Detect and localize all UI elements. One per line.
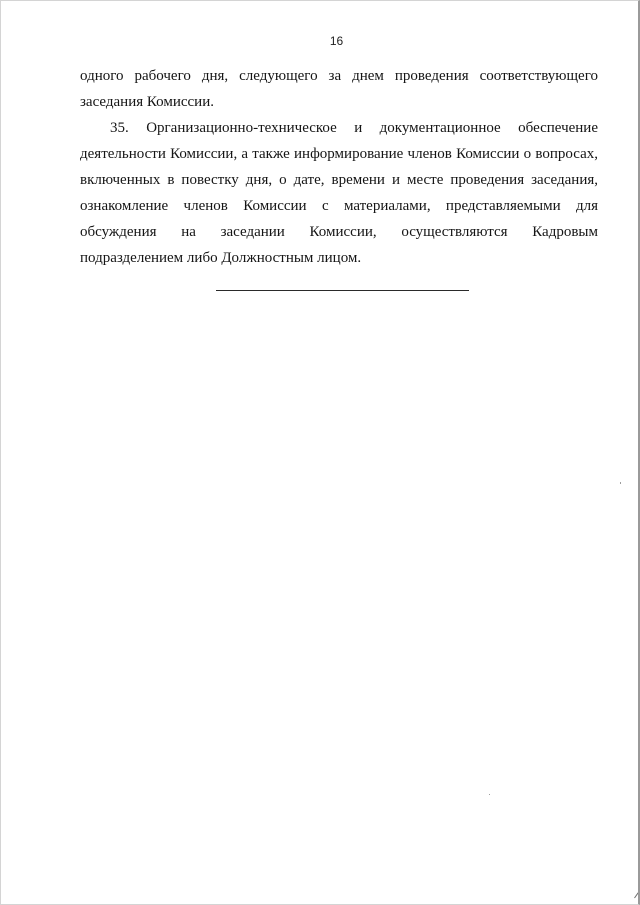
text-line: заседания Комиссии. [80,94,214,110]
end-separator-line [216,290,469,291]
scan-speck [620,482,621,484]
scan-edge-mark [634,876,640,898]
text-line-item-35: 35. Организационно-техническое и документационное обеспечение [110,120,598,136]
scan-speck [489,794,490,795]
document-body [80,63,598,271]
text-line: обсуждения на заседании Комиссии, осуществляются Кадровым [80,224,598,240]
text-line: одного рабочего дня, следующего за днем проведения соответствующего [80,68,598,84]
text-line: ознакомление членов Комиссии с материалами, представляемыми для [80,198,598,214]
text-line: деятельности Комиссии, а также информирование членов Комиссии о вопросах, [80,146,598,162]
page-number: 16 [329,34,344,48]
text-line: подразделением либо Должностным лицом. [80,250,362,266]
text-line: включенных в повестку дня, о дате, времени и месте проведения заседания, [80,172,598,188]
